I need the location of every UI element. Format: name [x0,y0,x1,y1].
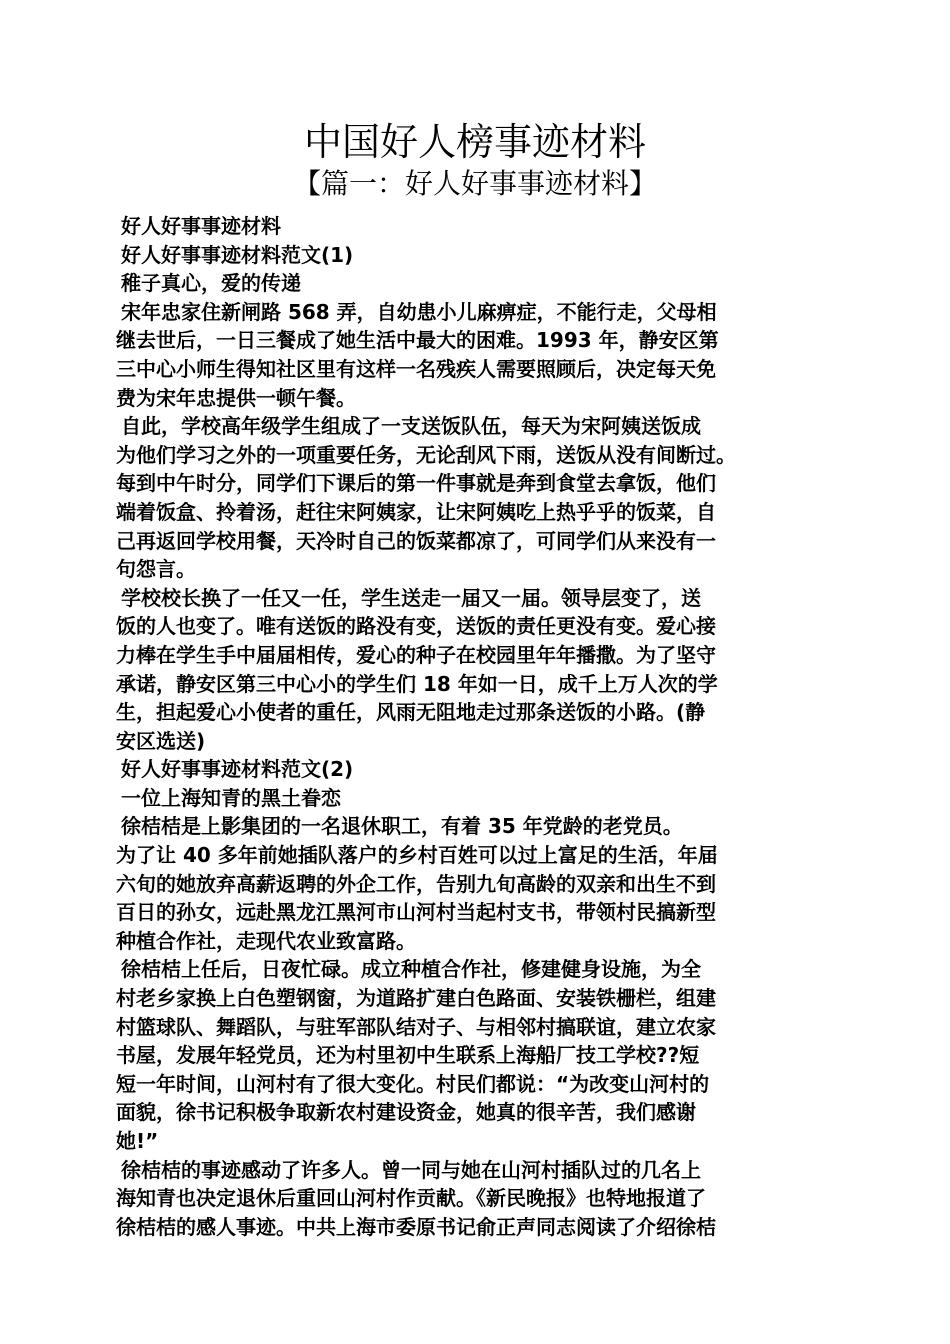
text-line: 徐桔桔的感人事迹。中共上海市委原书记俞正声同志阅读了介绍徐桔 [116,1214,716,1239]
text-line: 承诺，静安区第三中心小的学生们 18 年如一日，成千上万人次的学 [116,671,718,696]
text-line: 村老乡家换上白色塑钢窗，为道路扩建白色路面、安装铁栅栏，组建 [116,986,716,1011]
text-line: 学校校长换了一任又一任，学生送走一届又一届。领导层变了，送 [121,585,701,610]
document-title: 中国好人榜事迹材料 [303,120,646,164]
text-line: 村篮球队、舞蹈队，与驻军部队结对子、与相邻村搞联谊，建立农家 [116,1014,716,1039]
text-line: 徐桔桔上任后，日夜忙碌。成立种植合作社，修建健身设施，为全 [121,957,701,982]
text-line: 端着饭盒、拎着汤，赶往宋阿姨家，让宋阿姨吃上热乎乎的饭菜，自 [116,499,716,524]
text-line: 为了让 40 多年前她插队落户的乡村百姓可以过上富足的生活，年届 [116,843,718,868]
text-line: 百日的孙女，远赴黑龙江黑河市山河村当起村支书，带领村民搞新型 [116,900,716,925]
text-line: 种植合作社，走现代农业致富路。 [116,928,416,953]
text-line: 自此，学校高年级学生组成了一支送饭队伍，每天为宋阿姨送饭成 [121,414,701,439]
text-line: 短一年时间，山河村有了很大变化。村民们都说：“为改变山河村的 [116,1071,710,1096]
text-line: 面貌，徐书记积极争取新农村建设资金，她真的很辛苦，我们感谢 [116,1100,696,1125]
text-line: 好人好事事迹材料 [121,214,281,238]
text-line: 为他们学习之外的一项重要任务，无论刮风下雨，送饭从没有间断过。 [116,442,736,467]
text-line: 饭的人也变了。唯有送饭的路没有变，送饭的责任更没有变。爱心接 [116,614,716,639]
text-line: 稚子真心，爱的传递 [121,271,301,296]
text-line: 己再返回学校用餐，天冷时自己的饭菜都凉了，可同学们从来没有一 [116,528,716,553]
text-line: 徐桔桔是上影集团的一名退休职工，有着 35 年党龄的老党员。 [121,814,683,839]
text-line: 六旬的她放弃高薪返聘的外企工作，告别九旬高龄的双亲和出生不到 [116,871,716,896]
text-line: 三中心小师生得知社区里有这样一名残疾人需要照顾后，决定每天免 [116,356,716,381]
text-line: 句怨言。 [116,557,196,582]
text-line: 宋年忠家住新闸路 568 弄，自幼患小儿麻痹症，不能行走，父母相 [121,299,717,324]
text-line: 生，担起爱心小使者的重任，风雨无阻地走过那条送饭的小路。(静 [116,700,706,725]
text-line: 每到中午时分，同学们下课后的第一件事就是奔到食堂去拿饭，他们 [116,471,716,496]
text-line: 安区选送) [116,728,206,753]
text-line: 一位上海知青的黑土眷恋 [121,785,341,810]
text-line: 海知青也决定退休后重回山河村作贡献。《新民晚报》也特地报道了 [116,1186,706,1211]
document-subtitle: 【篇一：好人好事事迹材料】 [292,167,657,200]
document-body [116,212,836,1241]
text-line: 力棒在学生手中届届相传，爱心的种子在校园里年年播撒。为了坚守 [116,642,716,667]
text-line: 继去世后，一日三餐成了她生活中最大的困难。1993 年，静安区第 [116,328,719,353]
text-line: 书屋，发展年轻党员，还为村里初中生联系上海船厂技工学校??短 [116,1043,700,1068]
text-line: 费为宋年忠提供一顿午餐。 [116,385,356,410]
text-line: 好人好事事迹材料范文(1) [121,242,354,267]
text-line: 她!” [116,1129,159,1153]
text-line: 徐桔桔的事迹感动了许多人。曾一同与她在山河村插队过的几名上 [121,1157,701,1182]
text-line: 好人好事事迹材料范文(2) [121,757,354,782]
